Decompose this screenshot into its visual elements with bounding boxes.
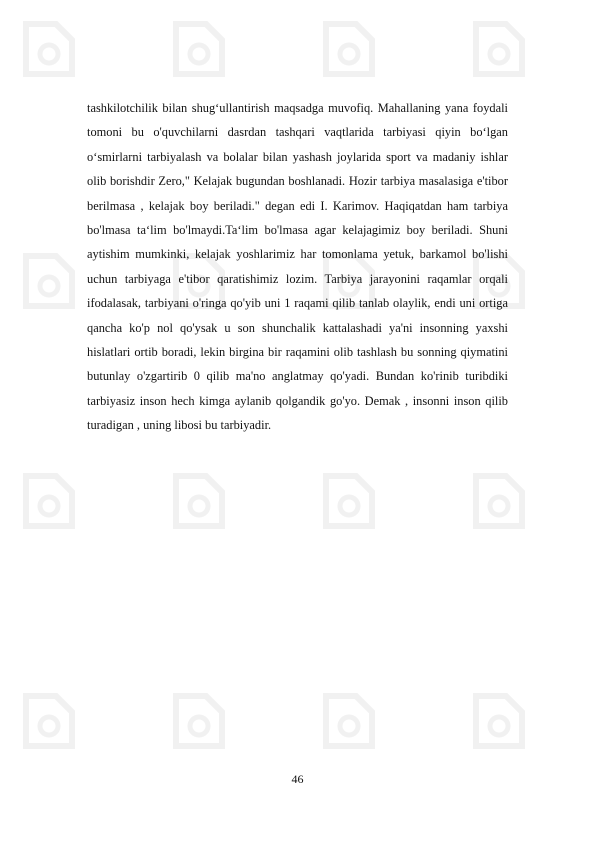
document-watermark-icon [318, 690, 380, 752]
document-watermark-icon [468, 470, 530, 532]
document-watermark-icon [18, 690, 80, 752]
document-watermark-icon [18, 470, 80, 532]
document-watermark-icon [18, 250, 80, 312]
document-watermark-icon [318, 18, 380, 80]
document-watermark-icon [168, 18, 230, 80]
document-watermark-icon [168, 690, 230, 752]
document-watermark-icon [468, 690, 530, 752]
body-paragraph: tashkilotchilik bilan shug‘ullantirish maqsadga muvofiq. Mahallaning yana foydali tomoni bu o'quvchilarni dasrdan tashqari vaqtlarida tarbiyasi qiyin bo‘lgan o‘smirlarni tarbiyalash va bolalar bilan yashash joylarida sport va madaniy ishlar olib borishdir Zero," Kelajak bugundan boshlanadi. Hozir tarbiya masalasiga e'tibor berilmasa , kelajak boy beriladi." degan edi I. Karimov. Haqiqatdan ham tarbiya bo'lmasa ta‘lim bo'lmaydi.Ta‘lim bo'lmasa agar kelajagimiz boy beriladi. Shuni aytishim mumkinki, kelajak yoshlarimiz har tomonlama yetuk, barkamol bo'lishi uchun tarbiyaga e'tibor qaratishimiz lozim. Tarbiya jarayonini raqamlar orqali ifodalasak, tarbiyani o'ringa qo'yib uni 1 raqami qilib tanlab olaylik, endi uni ortiga qancha ko'p nol qo'ysak u son shunchalik kattalashadi ya'ni insonning yaxshi hislatlari ortib boradi, lekin birgina bir raqamini olib tashlash bu sonning qiymatini butunlay o'zgartirib 0 qilib ma'no anglatmay qo'yadi. Bundan ko'rinib turibdiki tarbiyasiz inson hech kimga aylanib qolgandik go'yo. Demak , insonni inson qilib turadigan , uning libosi bu tarbiyadir. [87, 101, 508, 433]
document-watermark-icon [18, 18, 80, 80]
document-watermark-icon [168, 470, 230, 532]
document-watermark-icon [468, 18, 530, 80]
document-watermark-icon [318, 470, 380, 532]
page-number: 46 [291, 772, 304, 786]
